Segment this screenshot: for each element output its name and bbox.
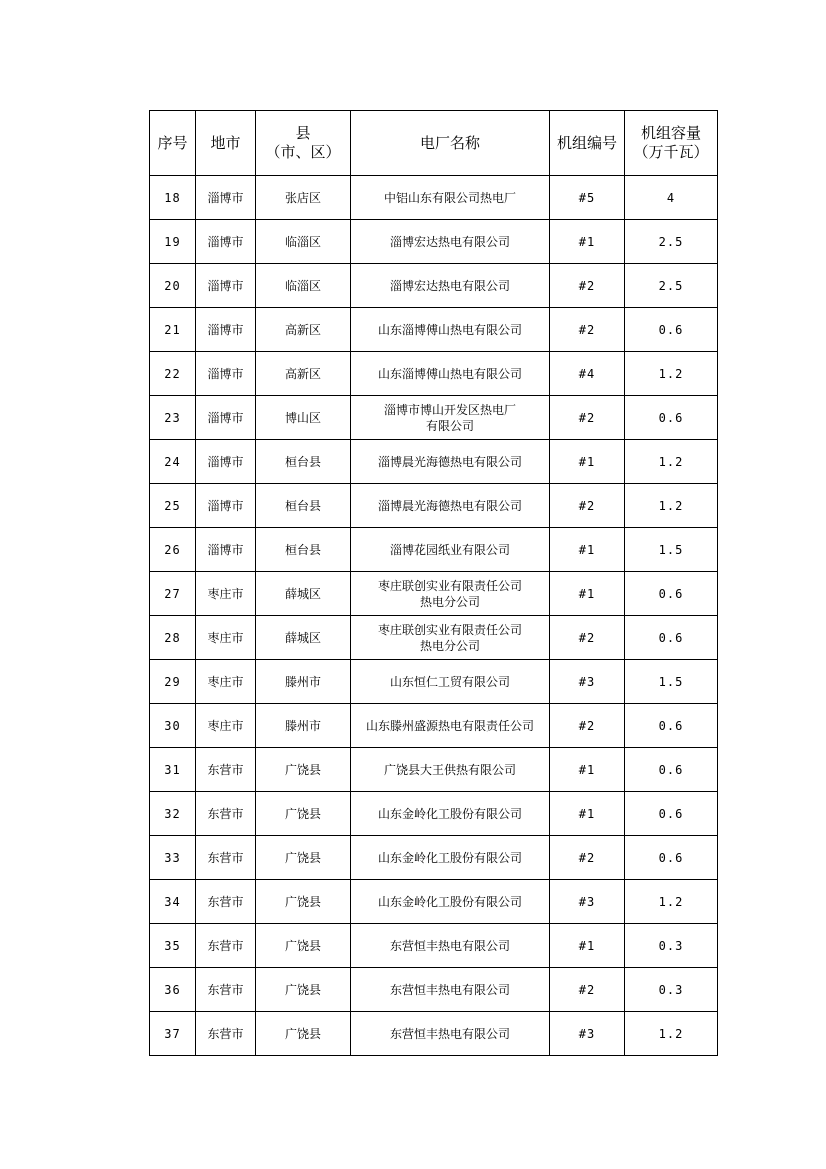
cell-city: 枣庄市	[196, 660, 256, 704]
cell-plant	[351, 484, 550, 528]
cell-plant-line: 东营恒丰热电有限公司	[389, 938, 510, 953]
header-capacity-line2: （万千瓦）	[633, 143, 709, 161]
table-row	[150, 660, 718, 704]
table-row	[150, 528, 718, 572]
header-county	[256, 111, 351, 176]
cell-city: 东营市	[196, 1012, 256, 1056]
cell-plant-line: 淄博宏达热电有限公司	[389, 278, 510, 293]
cell-unit: #1	[550, 220, 625, 264]
table-row	[150, 968, 718, 1012]
cell-plant-line: 枣庄联创实业有限责任公司	[377, 622, 522, 637]
cell-plant	[351, 176, 550, 220]
cell-plant	[351, 836, 550, 880]
table-row	[150, 352, 718, 396]
header-capacity	[625, 111, 718, 176]
cell-city: 东营市	[196, 836, 256, 880]
cell-index: 33	[150, 836, 196, 880]
cell-plant-line: 山东金岭化工股份有限公司	[377, 850, 522, 865]
cell-unit: #1	[550, 440, 625, 484]
cell-unit: #1	[550, 748, 625, 792]
cell-plant	[351, 1012, 550, 1056]
cell-plant	[351, 616, 550, 660]
cell-county: 广饶县	[256, 924, 351, 968]
cell-capacity: 0.6	[625, 704, 718, 748]
cell-index: 26	[150, 528, 196, 572]
cell-index: 37	[150, 1012, 196, 1056]
cell-unit: #4	[550, 352, 625, 396]
cell-plant-line: 淄博宏达热电有限公司	[389, 234, 510, 249]
cell-capacity: 0.6	[625, 308, 718, 352]
cell-city: 淄博市	[196, 396, 256, 440]
cell-plant-line: 淄博晨光海德热电有限公司	[377, 454, 522, 469]
cell-capacity: 0.3	[625, 968, 718, 1012]
cell-plant	[351, 748, 550, 792]
cell-capacity: 0.6	[625, 792, 718, 836]
cell-unit: #1	[550, 572, 625, 616]
cell-county: 广饶县	[256, 792, 351, 836]
header-row	[150, 111, 718, 176]
cell-index: 18	[150, 176, 196, 220]
cell-capacity: 1.2	[625, 352, 718, 396]
cell-plant-line: 山东滕州盛源热电有限责任公司	[365, 718, 534, 733]
cell-plant-line: 山东淄博傅山热电有限公司	[377, 366, 522, 381]
header-index: 序号	[150, 111, 196, 176]
cell-city: 淄博市	[196, 352, 256, 396]
cell-county: 高新区	[256, 352, 351, 396]
cell-city: 枣庄市	[196, 572, 256, 616]
cell-index: 27	[150, 572, 196, 616]
cell-city: 东营市	[196, 748, 256, 792]
cell-plant	[351, 792, 550, 836]
cell-county: 薛城区	[256, 616, 351, 660]
table-row	[150, 748, 718, 792]
cell-county: 高新区	[256, 308, 351, 352]
cell-plant-line: 有限公司	[425, 418, 474, 433]
cell-plant	[351, 220, 550, 264]
cell-index: 31	[150, 748, 196, 792]
cell-city: 淄博市	[196, 220, 256, 264]
cell-index: 22	[150, 352, 196, 396]
cell-index: 34	[150, 880, 196, 924]
cell-unit: #2	[550, 484, 625, 528]
cell-county: 滕州市	[256, 704, 351, 748]
cell-capacity: 1.5	[625, 528, 718, 572]
cell-unit: #2	[550, 968, 625, 1012]
cell-plant	[351, 660, 550, 704]
power-plant-table	[149, 110, 718, 1056]
cell-capacity: 0.6	[625, 748, 718, 792]
cell-capacity: 1.2	[625, 440, 718, 484]
cell-capacity: 0.6	[625, 396, 718, 440]
cell-city: 淄博市	[196, 308, 256, 352]
table-header	[150, 111, 718, 176]
cell-city: 东营市	[196, 968, 256, 1012]
cell-county: 滕州市	[256, 660, 351, 704]
cell-plant-line: 山东金岭化工股份有限公司	[377, 894, 522, 909]
cell-plant-line: 热电分公司	[419, 594, 480, 609]
cell-unit: #2	[550, 308, 625, 352]
cell-capacity: 2.5	[625, 264, 718, 308]
cell-plant	[351, 308, 550, 352]
cell-county: 广饶县	[256, 880, 351, 924]
cell-plant	[351, 396, 550, 440]
cell-county: 桓台县	[256, 440, 351, 484]
cell-unit: #1	[550, 924, 625, 968]
cell-index: 24	[150, 440, 196, 484]
cell-plant	[351, 264, 550, 308]
cell-plant-line: 淄博市博山开发区热电厂	[383, 402, 516, 417]
cell-unit: #1	[550, 528, 625, 572]
header-county-line1: 县	[295, 124, 311, 142]
table-row	[150, 264, 718, 308]
table-body	[150, 176, 718, 1056]
cell-capacity: 0.6	[625, 836, 718, 880]
cell-county: 广饶县	[256, 968, 351, 1012]
table-row	[150, 1012, 718, 1056]
cell-index: 25	[150, 484, 196, 528]
cell-county: 桓台县	[256, 528, 351, 572]
cell-capacity: 0.3	[625, 924, 718, 968]
table-row	[150, 880, 718, 924]
cell-county: 博山区	[256, 396, 351, 440]
table-row	[150, 792, 718, 836]
cell-city: 淄博市	[196, 440, 256, 484]
cell-unit: #5	[550, 176, 625, 220]
cell-unit: #3	[550, 880, 625, 924]
cell-plant	[351, 572, 550, 616]
cell-county: 临淄区	[256, 264, 351, 308]
table-row	[150, 220, 718, 264]
table-row	[150, 572, 718, 616]
cell-plant	[351, 968, 550, 1012]
cell-capacity: 1.2	[625, 880, 718, 924]
cell-plant	[351, 352, 550, 396]
cell-plant	[351, 704, 550, 748]
table-row	[150, 924, 718, 968]
cell-city: 东营市	[196, 792, 256, 836]
cell-city: 东营市	[196, 924, 256, 968]
header-county-line2: （市、区）	[265, 143, 341, 161]
header-city: 地市	[196, 111, 256, 176]
table-row	[150, 484, 718, 528]
cell-index: 21	[150, 308, 196, 352]
cell-county: 临淄区	[256, 220, 351, 264]
cell-index: 28	[150, 616, 196, 660]
cell-capacity: 0.6	[625, 616, 718, 660]
table-row	[150, 704, 718, 748]
cell-index: 36	[150, 968, 196, 1012]
table-row	[150, 836, 718, 880]
cell-capacity: 2.5	[625, 220, 718, 264]
cell-plant	[351, 924, 550, 968]
cell-city: 枣庄市	[196, 704, 256, 748]
cell-plant-line: 淄博晨光海德热电有限公司	[377, 498, 522, 513]
cell-unit: #1	[550, 792, 625, 836]
header-capacity-line1: 机组容量	[640, 124, 701, 142]
cell-plant-line: 枣庄联创实业有限责任公司	[377, 578, 522, 593]
cell-plant-line: 山东恒仁工贸有限公司	[389, 674, 510, 689]
cell-city: 淄博市	[196, 528, 256, 572]
cell-county: 广饶县	[256, 836, 351, 880]
cell-unit: #3	[550, 660, 625, 704]
cell-index: 35	[150, 924, 196, 968]
cell-plant	[351, 440, 550, 484]
cell-capacity: 0.6	[625, 572, 718, 616]
cell-index: 32	[150, 792, 196, 836]
cell-city: 枣庄市	[196, 616, 256, 660]
cell-capacity: 1.2	[625, 1012, 718, 1056]
cell-unit: #3	[550, 1012, 625, 1056]
cell-plant-line: 东营恒丰热电有限公司	[389, 982, 510, 997]
cell-capacity: 1.5	[625, 660, 718, 704]
cell-plant	[351, 528, 550, 572]
cell-county: 薛城区	[256, 572, 351, 616]
cell-plant-line: 山东淄博傅山热电有限公司	[377, 322, 522, 337]
table-row	[150, 308, 718, 352]
cell-plant	[351, 880, 550, 924]
table-row	[150, 440, 718, 484]
header-plant: 电厂名称	[351, 111, 550, 176]
cell-capacity: 4	[625, 176, 718, 220]
cell-city: 淄博市	[196, 484, 256, 528]
cell-plant-line: 广饶县大王供热有限公司	[383, 762, 516, 777]
cell-city: 东营市	[196, 880, 256, 924]
cell-plant-line: 热电分公司	[419, 638, 480, 653]
cell-plant-line: 东营恒丰热电有限公司	[389, 1026, 510, 1041]
cell-unit: #2	[550, 616, 625, 660]
cell-index: 20	[150, 264, 196, 308]
cell-unit: #2	[550, 836, 625, 880]
cell-index: 23	[150, 396, 196, 440]
cell-plant-line: 中铝山东有限公司热电厂	[383, 190, 516, 205]
cell-county: 桓台县	[256, 484, 351, 528]
cell-plant-line: 山东金岭化工股份有限公司	[377, 806, 522, 821]
cell-index: 30	[150, 704, 196, 748]
cell-index: 29	[150, 660, 196, 704]
cell-city: 淄博市	[196, 176, 256, 220]
cell-county: 张店区	[256, 176, 351, 220]
cell-county: 广饶县	[256, 1012, 351, 1056]
header-unit: 机组编号	[550, 111, 625, 176]
cell-capacity: 1.2	[625, 484, 718, 528]
cell-city: 淄博市	[196, 264, 256, 308]
cell-index: 19	[150, 220, 196, 264]
table-row	[150, 616, 718, 660]
cell-unit: #2	[550, 704, 625, 748]
table-row	[150, 176, 718, 220]
cell-county: 广饶县	[256, 748, 351, 792]
cell-unit: #2	[550, 264, 625, 308]
table-row	[150, 396, 718, 440]
cell-unit: #2	[550, 396, 625, 440]
cell-plant-line: 淄博花园纸业有限公司	[389, 542, 510, 557]
